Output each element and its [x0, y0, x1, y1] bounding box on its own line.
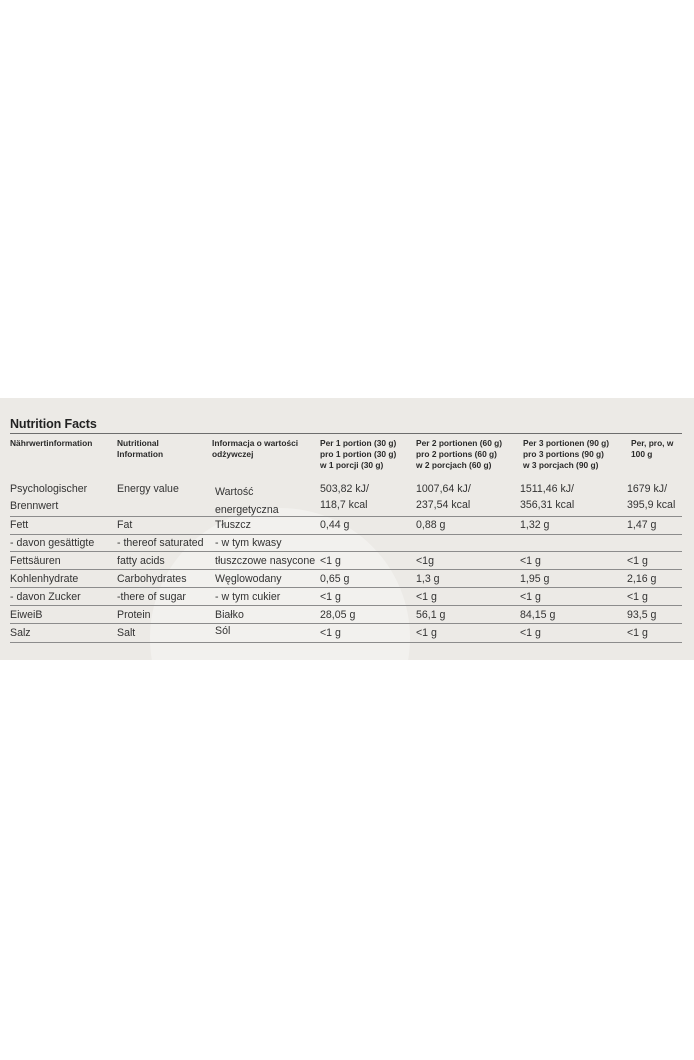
header-portion-2	[416, 438, 502, 471]
cell-pl: - w tym cukier	[215, 591, 281, 603]
cell-p3: <1 g	[520, 591, 541, 603]
header-line: 100 g	[631, 449, 653, 459]
cell-p100: <1 g	[627, 627, 648, 639]
energy-en: Energy value	[117, 483, 179, 495]
cell-de: Fettsäuren	[10, 555, 61, 567]
cell-p100: 1,47 g	[627, 519, 657, 531]
header-line: Per, pro, w	[631, 438, 674, 448]
cell-p100: 2,16 g	[627, 573, 657, 585]
energy-p1-kj: 503,82 kJ/	[320, 483, 369, 495]
energy-pl-1: Wartość	[215, 486, 254, 498]
header-line: odżywczej	[212, 449, 254, 459]
energy-p3-kcal: 356,31 kcal	[520, 499, 575, 511]
row-divider	[10, 551, 682, 552]
cell-p2: 56,1 g	[416, 609, 446, 621]
cell-p3: 84,15 g	[520, 609, 556, 621]
header-portion-3	[523, 438, 609, 471]
cell-pl: Białko	[215, 609, 244, 621]
cell-de: - davon Zucker	[10, 591, 81, 603]
header-line: w 1 porcji (30 g)	[320, 460, 384, 470]
row-divider	[10, 642, 682, 643]
header-line: Information	[117, 449, 164, 459]
cell-pl: - w tym kwasy	[215, 537, 282, 549]
cell-de: Salz	[10, 627, 31, 639]
cell-p3: <1 g	[520, 627, 541, 639]
header-line: pro 2 portions (60 g)	[416, 449, 497, 459]
cell-p100: <1 g	[627, 591, 648, 603]
cell-en: -there of sugar	[117, 591, 186, 603]
cell-p2: <1 g	[416, 627, 437, 639]
cell-p1: <1 g	[320, 627, 341, 639]
row-divider	[10, 534, 682, 535]
header-german	[10, 438, 92, 449]
cell-pl: Sól	[215, 625, 231, 637]
energy-p2-kcal: 237,54 kcal	[416, 499, 471, 511]
cell-p100: 93,5 g	[627, 609, 657, 621]
cell-de: - davon gesättigte	[10, 537, 95, 549]
header-line: w 2 porcjach (60 g)	[416, 460, 492, 470]
energy-p100-kcal: 395,9 kcal	[627, 499, 676, 511]
cell-p2: <1 g	[416, 591, 437, 603]
header-english	[117, 438, 163, 460]
energy-p1-kcal: 118,7 kcal	[320, 499, 368, 511]
header-line: Informacja o wartości	[212, 438, 299, 448]
cell-en: Protein	[117, 609, 151, 621]
energy-p100-kj: 1679 kJ/	[627, 483, 668, 495]
cell-de: EiweiB	[10, 609, 43, 621]
cell-p1: <1 g	[320, 555, 341, 567]
cell-p100: <1 g	[627, 555, 648, 567]
cell-p3: <1 g	[520, 555, 541, 567]
header-line: Nährwertinformation	[10, 438, 93, 448]
cell-en: Fat	[117, 519, 133, 531]
cell-en: Carbohydrates	[117, 573, 187, 585]
energy-pl-2: energetyczna	[215, 504, 279, 516]
energy-de-2: Brennwert	[10, 500, 59, 512]
table-title: Nutrition Facts	[10, 417, 97, 431]
cell-en: - thereof saturated	[117, 537, 204, 549]
cell-p1: 0,65 g	[320, 573, 350, 585]
cell-pl: tłuszczowe nasycone	[215, 555, 316, 567]
cell-en: Salt	[117, 627, 136, 639]
cell-p1: 28,05 g	[320, 609, 356, 621]
cell-p3: 1,95 g	[520, 573, 550, 585]
cell-pl: Tłuszcz	[215, 519, 251, 531]
cell-de: Fett	[10, 519, 29, 531]
header-line: pro 1 portion (30 g)	[320, 449, 397, 459]
nutrition-panel	[0, 398, 694, 660]
cell-p2: 1,3 g	[416, 573, 440, 585]
header-portion-1	[320, 438, 396, 471]
cell-p2: 0,88 g	[416, 519, 446, 531]
row-divider	[10, 587, 682, 588]
header-per-100g	[631, 438, 673, 460]
header-line: Per 2 portionen (60 g)	[416, 438, 503, 448]
title-divider	[10, 433, 682, 434]
cell-de: Kohlenhydrate	[10, 573, 79, 585]
header-line: Nutritional	[117, 438, 159, 448]
energy-de-1: Psychologischer	[10, 483, 88, 495]
energy-p2-kj: 1007,64 kJ/	[416, 483, 471, 495]
row-divider	[10, 605, 682, 606]
cell-pl: Węglowodany	[215, 573, 282, 585]
cell-p1: <1 g	[320, 591, 341, 603]
cell-p1: 0,44 g	[320, 519, 350, 531]
header-line: Per 3 portionen (90 g)	[523, 438, 610, 448]
header-line: w 3 porcjach (90 g)	[523, 460, 599, 470]
header-line: pro 3 portions (90 g)	[523, 449, 604, 459]
cell-p3: 1,32 g	[520, 519, 550, 531]
header-polish	[212, 438, 298, 460]
cell-en: fatty acids	[117, 555, 165, 567]
energy-p3-kj: 1511,46 kJ/	[520, 483, 574, 495]
header-line: Per 1 portion (30 g)	[320, 438, 397, 448]
cell-p2: <1g	[416, 555, 434, 567]
row-divider	[10, 569, 682, 570]
row-divider	[10, 623, 682, 624]
